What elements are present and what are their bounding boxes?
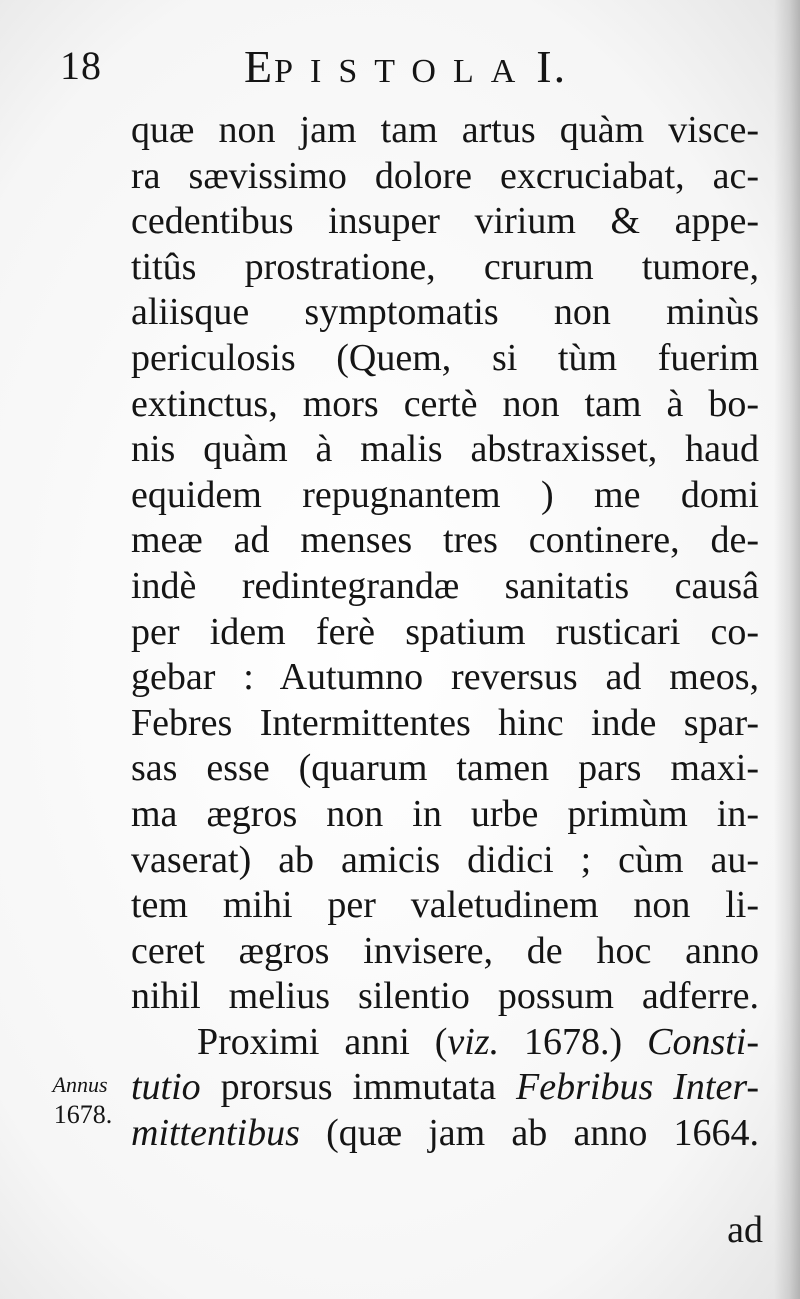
italic-run: mittentibus: [131, 1112, 300, 1155]
running-title: [244, 40, 567, 93]
running-title-number: I.: [536, 41, 568, 92]
catchword: ad: [727, 1209, 763, 1251]
text-line: meæ ad menses tres continere, de-: [131, 519, 759, 562]
italic-run: Febribus Inter-: [516, 1066, 759, 1109]
text-line: gebar : Autumno reversus ad meos,: [131, 656, 759, 699]
running-header: [0, 40, 800, 110]
text-run: prorsus immutata: [200, 1066, 517, 1109]
running-title-initial: E: [244, 41, 275, 92]
page-edge-shadow: [774, 0, 800, 1299]
body-text: [131, 108, 759, 1157]
text-line: extinctus, mors certè non tam à bo-: [131, 382, 759, 425]
text-line: cedentibus insuper virium & appe-: [131, 200, 759, 243]
text-line: indè redintegrandæ sanitatis causâ: [131, 564, 759, 607]
text-line: ma ægros non in urbe primùm in-: [131, 792, 759, 835]
page-number: 18: [60, 43, 102, 88]
running-title-rest: PISTOLA: [274, 53, 533, 90]
marginal-note-year: 1678.: [53, 1100, 113, 1129]
text-run: Proximi anni (: [197, 1020, 448, 1063]
text-line: tem mihi per valetudinem non li-: [131, 884, 759, 927]
paragraph-line: [131, 1020, 759, 1066]
text-line: nis quàm à malis abstraxisset, haud: [131, 428, 759, 471]
text-line: sas esse (quarum tamen pars maxi-: [131, 747, 759, 790]
text-line: vaserat) ab amicis didici ; cùm au-: [131, 838, 759, 881]
text-run: (quæ jam ab anno 1664.: [299, 1112, 759, 1155]
text-line: equidem repugnantem ) me domi: [131, 473, 759, 516]
italic-run: Consti-: [647, 1020, 759, 1063]
italic-run: viz.: [447, 1020, 500, 1063]
text-line: ra sævissimo dolore excruciabat, ac-: [131, 154, 759, 197]
text-line: quæ non jam tam artus quàm visce-: [131, 109, 759, 151]
paragraph-line: [131, 1111, 759, 1157]
italic-run: tutio: [131, 1066, 201, 1109]
text-line: nihil melius silentio possum adferre.: [131, 975, 759, 1018]
text-line: titûs prostratione, crurum tumore,: [131, 245, 759, 288]
paragraph-line: [131, 1065, 759, 1111]
text-line: Febres Intermittentes hinc inde spar-: [131, 701, 759, 744]
marginal-note: [30, 1070, 130, 1130]
text-run: 1678.): [499, 1020, 648, 1063]
text-line: ceret ægros invisere, de hoc anno: [131, 929, 759, 972]
text-line: aliisque symptomatis non minùs: [131, 291, 759, 334]
text-line: periculosis (Quem, si tùm fuerim: [131, 336, 759, 379]
marginal-note-word: Annus: [52, 1072, 108, 1097]
text-line: per idem ferè spatium rusticari co-: [131, 610, 759, 653]
